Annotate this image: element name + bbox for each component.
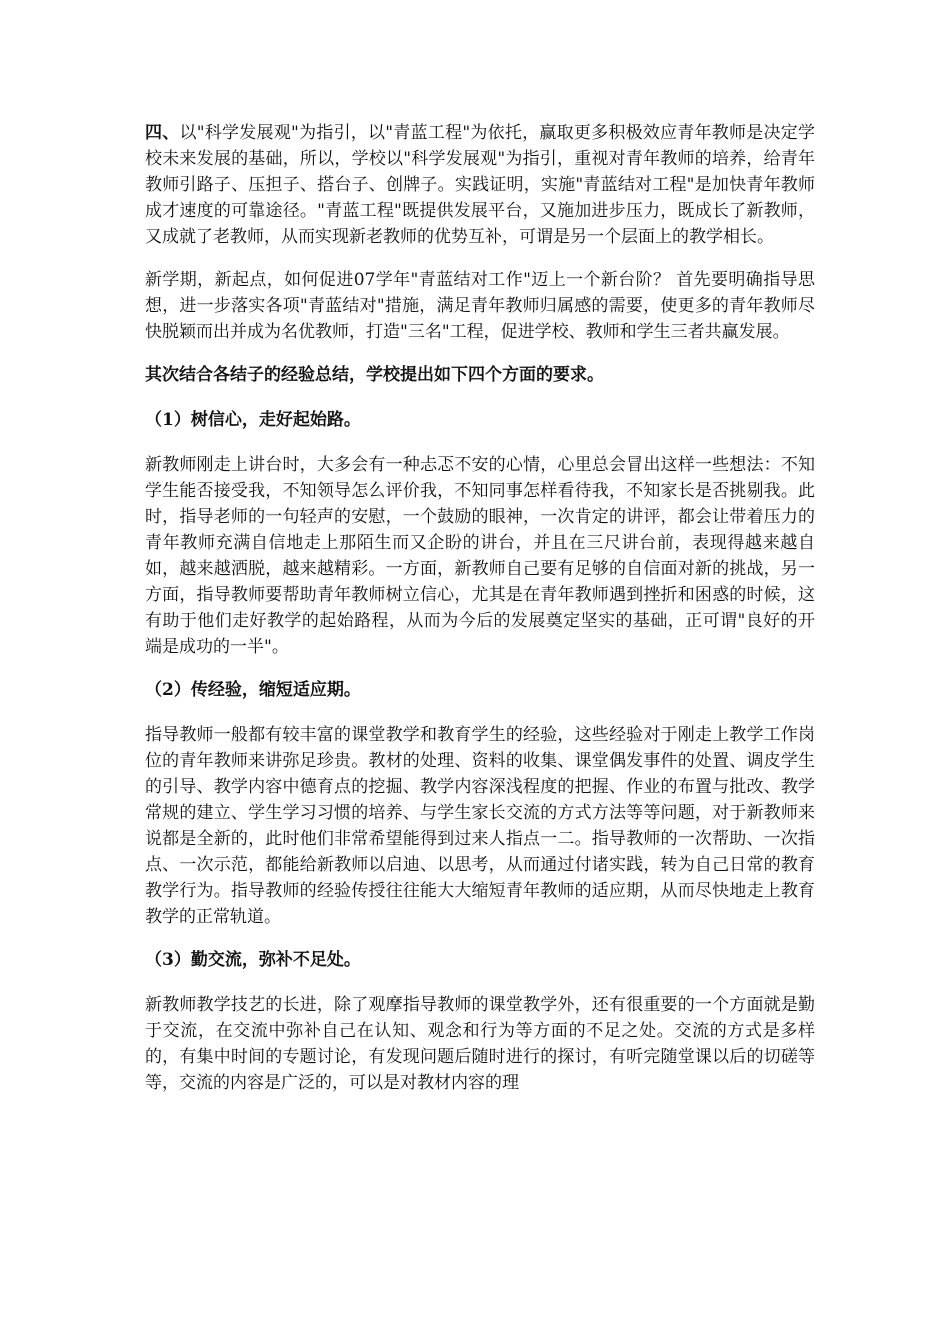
- section-number: 四、: [145, 123, 180, 143]
- paragraph-section-four: [145, 120, 815, 250]
- heading-requirement-3: （3）勤交流，弥补不足处。: [145, 950, 361, 970]
- paragraph-text: 以"科学发展观"为指引，以"青蓝工程"为依托，赢取更多积极效应青年教师是决定学校未来发展的基础，所以，学校以"科学发展观"为指引，重视对青年教师的培养，给青年教师引路子、压担子、搭台子、创牌子。实践证明，实施"青蓝结对工程"是加快青年教师成才速度的可靠途径。"青蓝工程"既提供发展平台，又施加进步压力，既成长了新教师，又成就了老教师，从而实现新老教师的优势互补，可谓是另一个层面上的教学相长。: [145, 123, 816, 247]
- heading-requirement-2: （2）传经验，缩短适应期。: [145, 680, 361, 700]
- heading-requirements: 其次结合各结子的经验总结，学校提出如下四个方面的要求。: [145, 365, 604, 385]
- paragraph-requirement-2: 指导教师一般都有较丰富的课堂教学和教育学生的经验，这些经验对于刚走上教学工作岗位的青年教师来讲弥足珍贵。教材的处理、资料的收集、课堂偶发事件的处置、调皮学生的引导、教学内容中德育点的挖掘、教学内容深浅程度的把握、作业的布置与批改、教学常规的建立、学生学习习惯的培养、与学生家长交流的方式方法等等问题，对于新教师来说都是全新的，此时他们非常希望能得到过来人指点一二。指导教师的一次帮助、一次指点、一次示范，都能给新教师以启迪、以思考，从而通过付诸实践，转为自己日常的教育教学行为。指导教师的经验传授往往能大大缩短青年教师的适应期，从而尽快地走上教育教学的正常轨道。: [145, 725, 815, 927]
- heading-requirement-1: （1）树信心，走好起始路。: [145, 410, 361, 430]
- paragraph-new-semester: 新学期，新起点，如何促进07学年"青蓝结对工作"迈上一个新台阶？ 首先要明确指导思想，进一步落实各项"青蓝结对"措施，满足青年教师归属感的需要，使更多的青年教师尽快脱颖而出并成为名优教师，打造"三名"工程，促进学校、教师和学生三者共赢发展。: [145, 270, 815, 342]
- paragraph-requirement-1: 新教师刚走上讲台时，大多会有一种忐忑不安的心情，心里总会冒出这样一些想法：不知学生能否接受我，不知领导怎么评价我，不知同事怎样看待我，不知家长是否挑剔我。此时，指导老师的一句轻声的安慰，一个鼓励的眼神，一次肯定的讲评，都会让带着压力的青年教师充满自信地走上那陌生而又企盼的讲台，并且在三尺讲台前，表现得越来越自如，越来越洒脱，越来越精彩。一方面，新教师自己要有足够的自信面对新的挑战，另一方面，指导教师要帮助青年教师树立信心，尤其是在青年教师遇到挫折和困惑的时候，这有助于他们走好教学的起始路程，从而为今后的发展奠定坚实的基础，正可谓"良好的开端是成功的一半"。: [145, 455, 815, 657]
- document-page: [145, 120, 815, 1113]
- paragraph-requirement-3: 新教师教学技艺的长进，除了观摩指导教师的课堂教学外，还有很重要的一个方面就是勤于交流，在交流中弥补自己在认知、观念和行为等方面的不足之处。交流的方式是多样的，有集中时间的专题讨论，有发现问题后随时进行的探讨，有听完随堂课以后的切磋等等，交流的内容是广泛的，可以是对教材内容的理: [145, 995, 815, 1093]
